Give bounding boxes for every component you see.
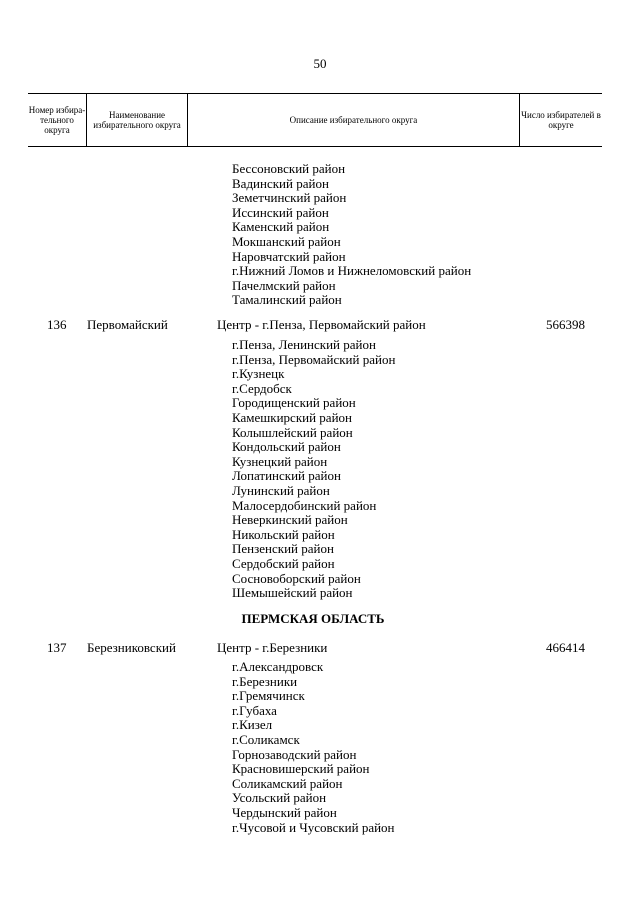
list-item: Иссинский район (232, 204, 329, 220)
list-item: Лунинский район (232, 482, 330, 498)
district-137-voters: 466414 (546, 640, 585, 655)
list-item: г.Гремячинск (232, 688, 305, 704)
list-item: г.Чусовой и Чусовский район (232, 819, 395, 835)
list-item: г.Пенза, Ленинский район (232, 337, 376, 352)
list-item: Бессоновский район (232, 161, 346, 176)
list-item: г.Пенза, Первомайский район (232, 351, 396, 367)
list-item: Мокшанский район (232, 233, 341, 249)
list-item: Пензенский район (232, 541, 334, 557)
list-item: Горнозаводский район (232, 746, 357, 762)
header-number: Номер избира-тельного округа (28, 105, 86, 135)
table-header (28, 93, 602, 147)
header-name: Наименование избирательного округа (93, 110, 181, 130)
list-item: г.Березники (232, 673, 298, 689)
list-item: Соликамский район (232, 775, 343, 791)
list-item: Пачелмский район (232, 277, 336, 293)
list-item: Колышлейский район (232, 424, 353, 440)
list-item: Земетчинский район (232, 190, 347, 206)
header-voters: Число избирателей в округе (521, 110, 601, 130)
list-item: Малосердобинский район (232, 497, 377, 513)
list-item: Шемышейский район (232, 585, 353, 601)
district-137-name: Березниковский (87, 640, 176, 655)
list-item: Тамалинский район (232, 292, 342, 308)
list-item: Никольский район (232, 526, 335, 542)
district-137-center: Центр - г.Березники (217, 640, 328, 655)
district-136-name: Первомайский (87, 317, 168, 332)
list-item: Усольский район (232, 790, 327, 806)
list-item: Городищенский район (232, 395, 356, 411)
header-description: Описание избирательного округа (289, 115, 418, 125)
district-137-area-list (232, 660, 395, 835)
region-title: ПЕРМСКАЯ ОБЛАСТЬ (241, 611, 385, 626)
list-item: Чердынский район (232, 804, 337, 820)
continuation-area-list (232, 162, 471, 308)
list-item: г.Соликамск (232, 731, 300, 747)
district-136-voters: 566398 (546, 317, 585, 332)
list-item: г.Губаха (232, 702, 277, 718)
list-item: г.Александровск (232, 659, 324, 674)
list-item: Наровчатский район (232, 248, 346, 264)
district-136-number: 136 (47, 317, 67, 332)
list-item: Каменский район (232, 219, 330, 235)
list-item: г.Сердобск (232, 380, 292, 396)
list-item: Кузнецкий район (232, 453, 328, 469)
list-item: Лопатинский район (232, 468, 341, 484)
list-item: Неверкинский район (232, 512, 348, 528)
list-item: Красновишерский район (232, 761, 370, 777)
list-item: г.Кизел (232, 717, 273, 733)
list-item: Вадинский район (232, 175, 329, 191)
list-item: Кондольский район (232, 439, 341, 455)
list-item: г.Нижний Ломов и Нижнеломовский район (232, 263, 472, 279)
list-item: Сердобский район (232, 555, 335, 571)
page-number: 50 (313, 56, 327, 71)
list-item: Сосновоборский район (232, 570, 361, 586)
list-item: Камешкирский район (232, 409, 352, 425)
district-137-number: 137 (47, 640, 67, 655)
district-136-center: Центр - г.Пенза, Первомайский район (217, 317, 426, 332)
district-136-area-list (232, 338, 395, 601)
list-item: г.Кузнецк (232, 366, 285, 382)
